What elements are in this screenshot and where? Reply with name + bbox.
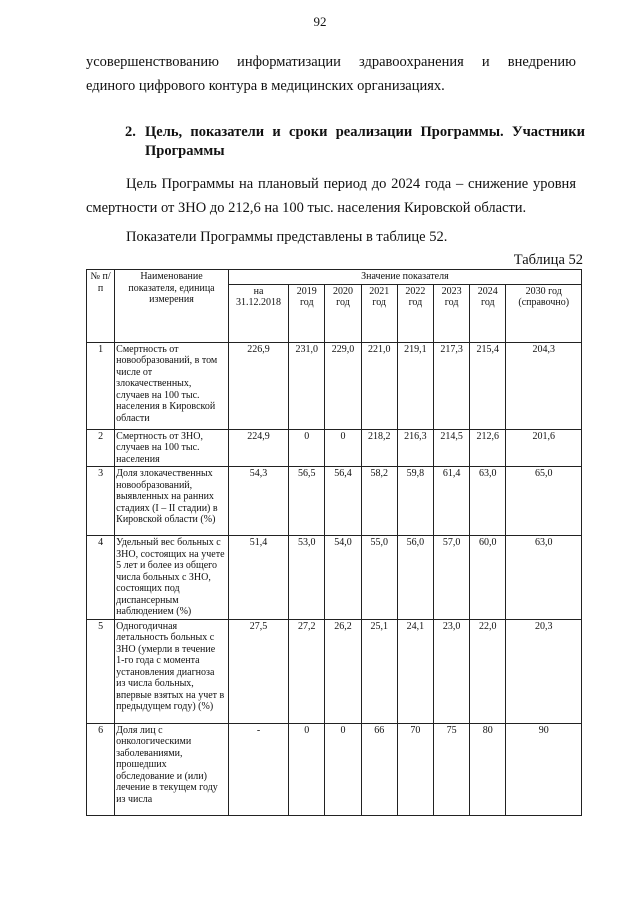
row-value: 56,0 bbox=[397, 536, 433, 620]
row-num: 2 bbox=[87, 429, 115, 467]
section-heading bbox=[125, 123, 585, 161]
row-name: Доля лиц с онкологическими заболеваниями, прошедших обследование и (или) лечение в текущем году из числа bbox=[115, 723, 229, 815]
table-row bbox=[87, 619, 582, 723]
row-name: Удельный вес больных с ЗНО, состоящих на учете 5 лет и более из общего числа больных с ЗНО, состоящих под диспансерным наблюдением (%) bbox=[115, 536, 229, 620]
row-name: Одногодичная летальность больных с ЗНО (умерли в течение 1-го года с момента установления диагноза из числа больных, впервые взятых на учет в предыдущем году) (%) bbox=[115, 619, 229, 723]
row-value: 54,3 bbox=[228, 467, 288, 536]
row-value: 53,0 bbox=[289, 536, 325, 620]
intro-line-2: единого цифрового контура в медицинских организациях. bbox=[86, 78, 445, 94]
table-caption: Таблица 52 bbox=[513, 252, 583, 268]
row-value: 27,5 bbox=[228, 619, 288, 723]
section-number: 2. bbox=[125, 124, 136, 140]
row-value: 23,0 bbox=[434, 619, 470, 723]
page-number: 92 bbox=[313, 14, 327, 29]
row-value: 212,6 bbox=[470, 429, 506, 467]
row-value: 59,8 bbox=[397, 467, 433, 536]
row-value: 26,2 bbox=[325, 619, 361, 723]
row-value: 80 bbox=[470, 723, 506, 815]
row-value: 0 bbox=[325, 429, 361, 467]
row-value: - bbox=[228, 723, 288, 815]
header-year: 2019 год bbox=[289, 284, 325, 342]
row-value: 70 bbox=[397, 723, 433, 815]
row-value: 231,0 bbox=[289, 342, 325, 429]
row-value: 216,3 bbox=[397, 429, 433, 467]
row-value: 226,9 bbox=[228, 342, 288, 429]
header-year: 2023 год bbox=[434, 284, 470, 342]
table-row bbox=[87, 342, 582, 429]
row-value: 65,0 bbox=[506, 467, 582, 536]
row-value: 217,3 bbox=[434, 342, 470, 429]
row-num: 6 bbox=[87, 723, 115, 815]
header-baseline: на 31.12.2018 bbox=[228, 284, 288, 342]
row-value: 54,0 bbox=[325, 536, 361, 620]
row-value: 25,1 bbox=[361, 619, 397, 723]
row-value: 0 bbox=[289, 429, 325, 467]
row-value: 58,2 bbox=[361, 467, 397, 536]
header-year: 2024 год bbox=[470, 284, 506, 342]
row-value: 51,4 bbox=[228, 536, 288, 620]
indicators-table bbox=[86, 269, 582, 816]
row-value: 56,5 bbox=[289, 467, 325, 536]
row-value: 214,5 bbox=[434, 429, 470, 467]
row-value: 63,0 bbox=[470, 467, 506, 536]
header-year: 2020 год bbox=[325, 284, 361, 342]
row-value: 55,0 bbox=[361, 536, 397, 620]
row-value: 27,2 bbox=[289, 619, 325, 723]
table-header-row bbox=[87, 270, 582, 285]
row-value: 229,0 bbox=[325, 342, 361, 429]
row-num: 4 bbox=[87, 536, 115, 620]
row-value: 90 bbox=[506, 723, 582, 815]
row-value: 60,0 bbox=[470, 536, 506, 620]
row-value: 20,3 bbox=[506, 619, 582, 723]
row-name: Доля злокачественных новообразований, выявленных на ранних стадиях (I – II стадии) в Кировской области (%) bbox=[115, 467, 229, 536]
row-value: 0 bbox=[325, 723, 361, 815]
row-value: 22,0 bbox=[470, 619, 506, 723]
row-value: 201,6 bbox=[506, 429, 582, 467]
row-value: 66 bbox=[361, 723, 397, 815]
row-name: Смертность от ЗНО, случаев на 100 тыс. населения bbox=[115, 429, 229, 467]
row-num: 3 bbox=[87, 467, 115, 536]
row-name: Смертность от новообразований, в том числе от злокачественных, случаев на 100 тыс. населения в Кировской области bbox=[115, 342, 229, 429]
intro-line-1: усовершенствованию информатизации здравоохранения и внедрению bbox=[86, 54, 576, 70]
row-value: 224,9 bbox=[228, 429, 288, 467]
row-value: 0 bbox=[289, 723, 325, 815]
row-value: 204,3 bbox=[506, 342, 582, 429]
table-row bbox=[87, 723, 582, 815]
row-value: 219,1 bbox=[397, 342, 433, 429]
row-value: 215,4 bbox=[470, 342, 506, 429]
header-values-group: Значение показателя bbox=[228, 270, 581, 285]
table-row bbox=[87, 467, 582, 536]
row-value: 221,0 bbox=[361, 342, 397, 429]
goal-paragraph: Цель Программы на плановый период до 2024 года – снижение уровня смертности от ЗНО до 212,6 на 100 тыс. населения Кировской области. bbox=[86, 176, 576, 216]
table-row bbox=[87, 536, 582, 620]
table-row bbox=[87, 429, 582, 467]
header-year: 2021 год bbox=[361, 284, 397, 342]
header-year: 2022 год bbox=[397, 284, 433, 342]
row-num: 5 bbox=[87, 619, 115, 723]
row-value: 218,2 bbox=[361, 429, 397, 467]
row-value: 63,0 bbox=[506, 536, 582, 620]
row-value: 75 bbox=[434, 723, 470, 815]
header-name: Наименование показателя, единица измерения bbox=[115, 270, 229, 343]
row-value: 57,0 bbox=[434, 536, 470, 620]
row-value: 61,4 bbox=[434, 467, 470, 536]
row-value: 56,4 bbox=[325, 467, 361, 536]
section-title: Цель, показатели и сроки реализации Программы. Участники Программы bbox=[145, 124, 585, 159]
indicators-paragraph: Показатели Программы представлены в таблице 52. bbox=[126, 229, 448, 245]
row-num: 1 bbox=[87, 342, 115, 429]
row-value: 24,1 bbox=[397, 619, 433, 723]
header-year: 2030 год (справочно) bbox=[506, 284, 582, 342]
header-num: № п/п bbox=[87, 270, 115, 343]
